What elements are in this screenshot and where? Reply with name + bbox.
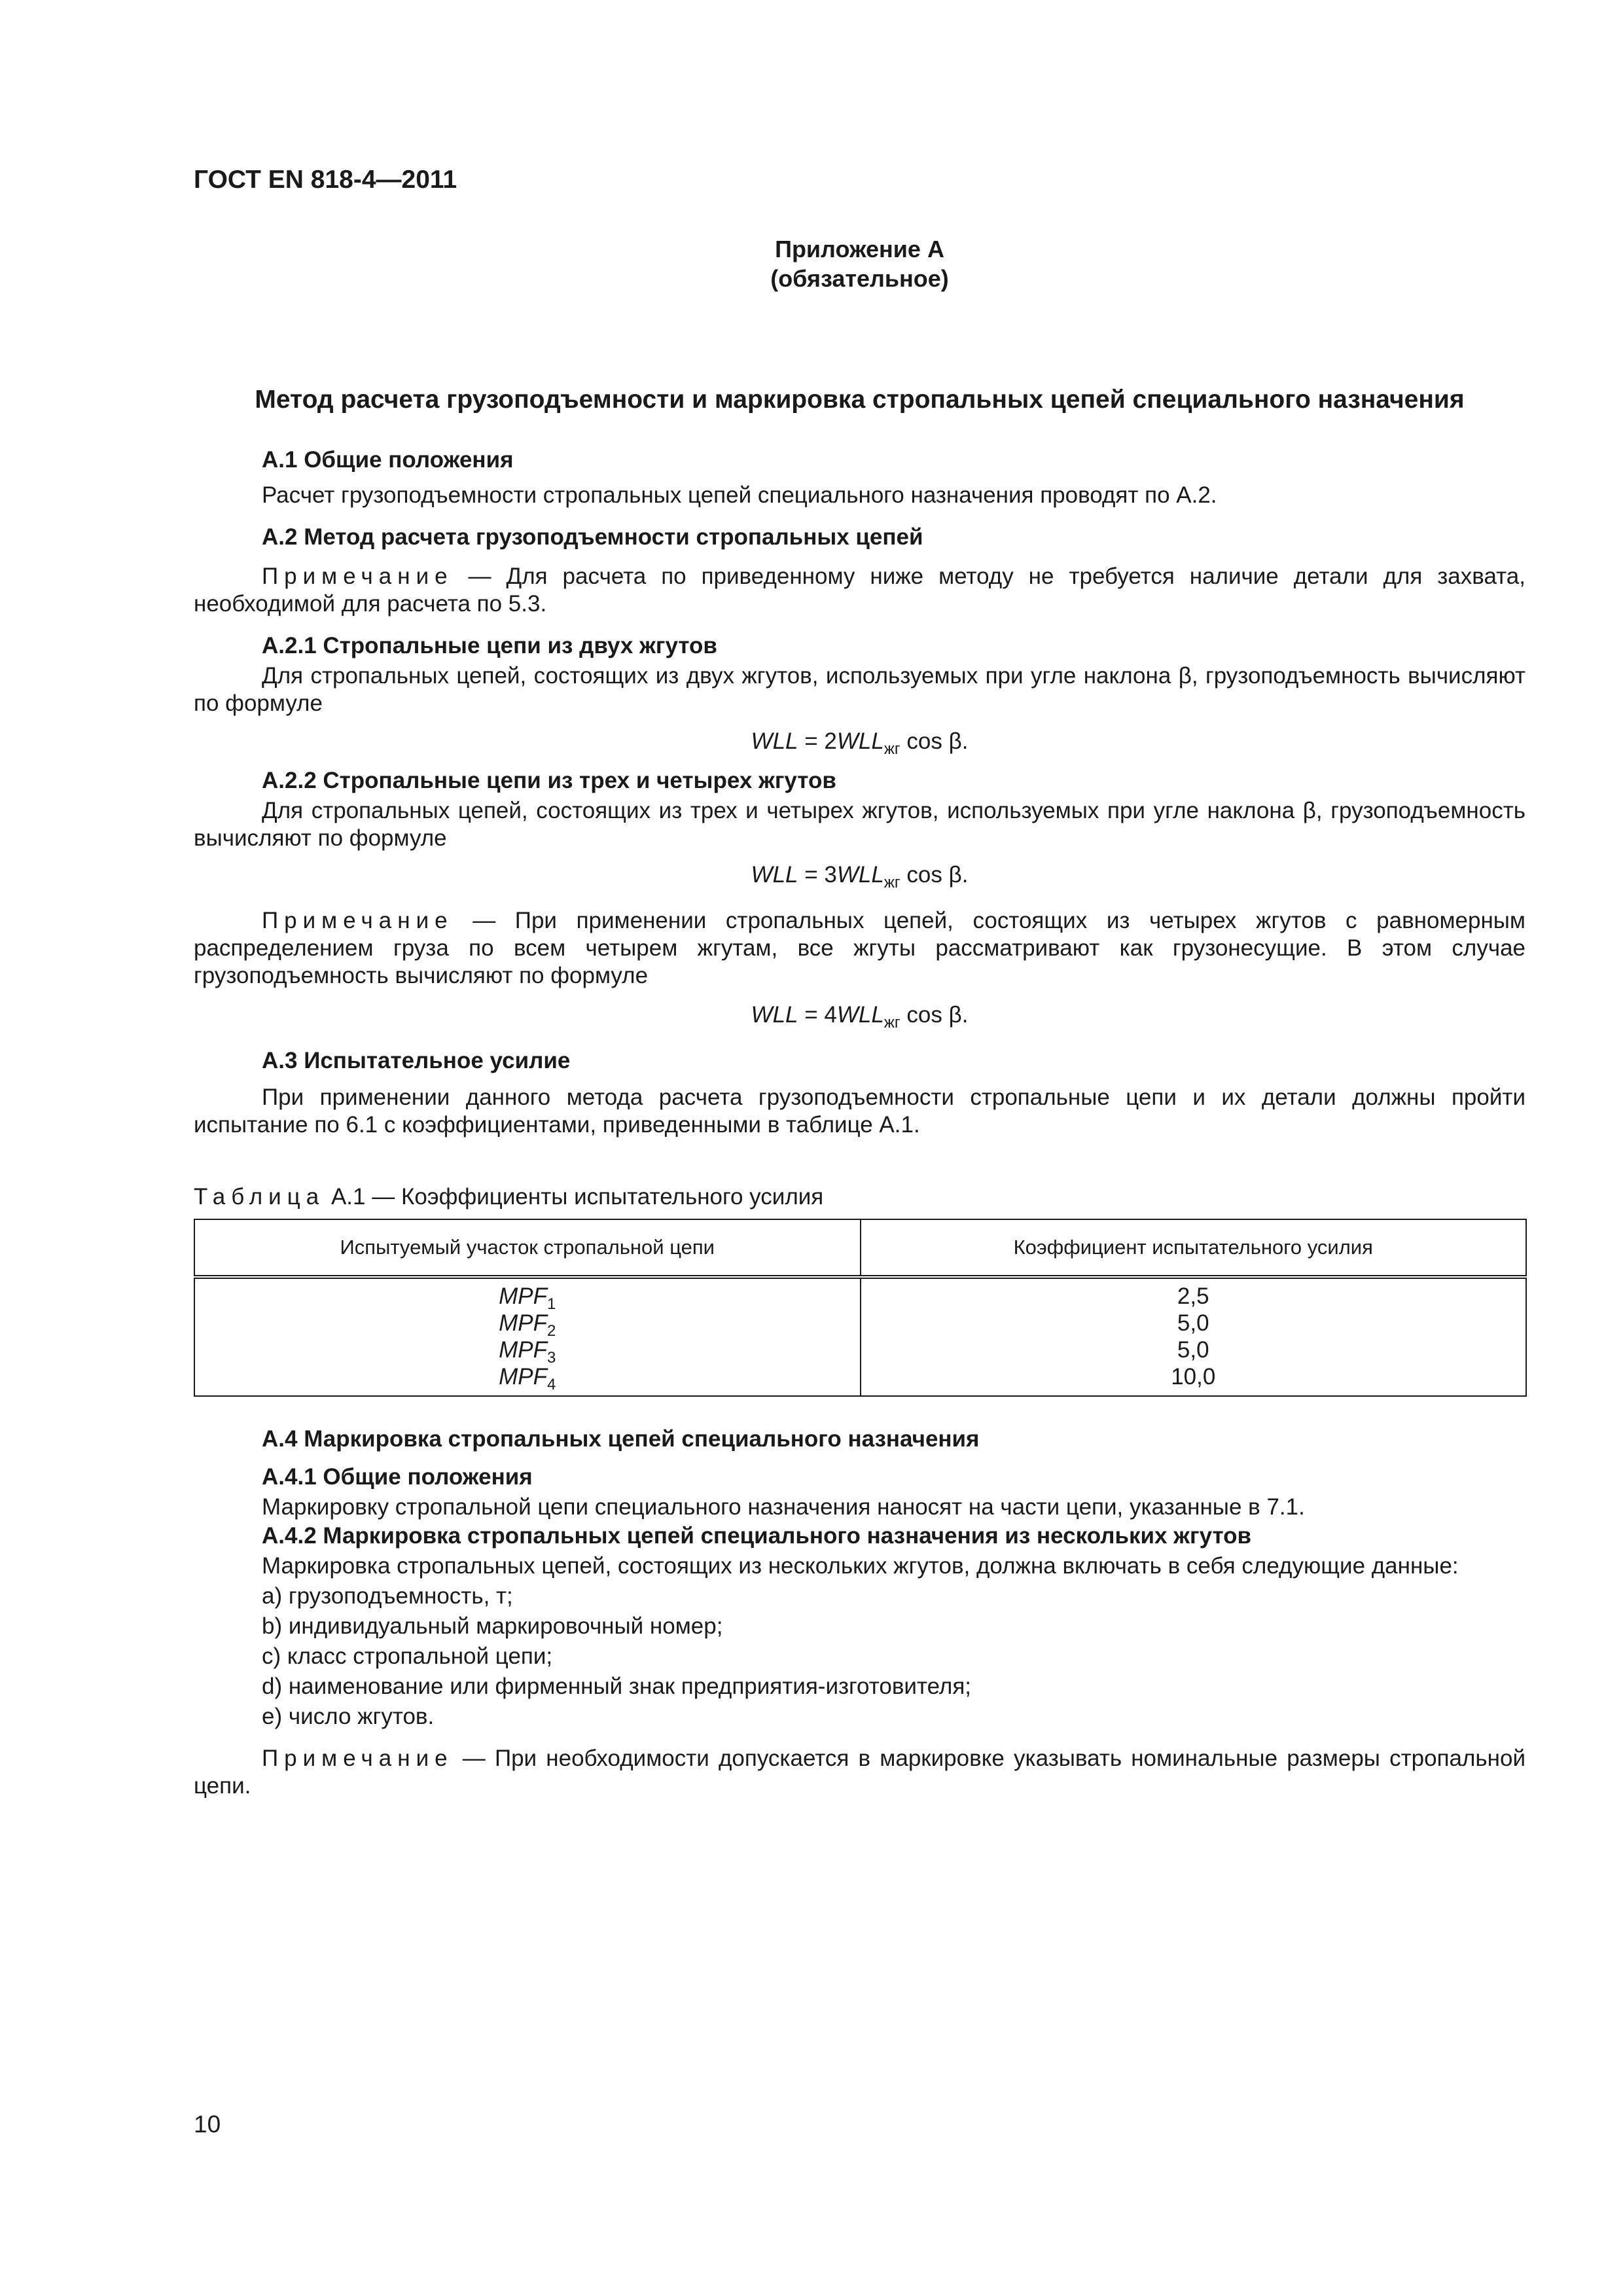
formula-var: WLL [836, 1002, 884, 1028]
formula-var: WLL [836, 728, 884, 754]
table-row-name: $MPF_4$ [499, 1364, 556, 1393]
annex-title: Приложение А [775, 236, 944, 262]
section-a3-heading: А.3 Испытательное усилие [262, 1048, 571, 1073]
section-a42-text: Маркировка стропальных цепей, состоящих из нескольких жгутов, должна включать в себя следующие данные: [262, 1553, 1459, 1579]
formula-tail: cos β. [900, 728, 969, 754]
section-a41-heading: А.4.1 Общие положения [262, 1464, 533, 1490]
coefficient-values-cell [861, 1277, 1527, 1396]
section-a1-heading: А.1 Общие положения [262, 447, 514, 473]
list-item: d) наименование или фирменный знак предприятия-изготовителя; [262, 1674, 972, 1699]
note-text: — При необходимости допускается в маркировке указывать номинальные размеры стропальной цепи. [194, 1746, 1525, 1799]
formula-lhs: WLL [751, 1002, 798, 1028]
list-item: c) класс стропальной цепи; [262, 1643, 553, 1669]
table-row-name: $MPF_2$ [499, 1310, 556, 1340]
table-row-value: 10,0 [1171, 1364, 1216, 1390]
list-item: b) индивидуальный маркировочный номер; [262, 1613, 723, 1639]
section-a41-text: Маркировку стропальной цепи специального назначения наносят на части цепи, указанные в 7.1. [262, 1494, 1305, 1520]
table-row-name: $MPF_1$ [499, 1283, 556, 1313]
table-row-value: 5,0 [1177, 1310, 1209, 1336]
section-a3-text: При применении данного метода расчета грузоподъемности стропальные цепи и их детали должны пройти испытание по 6.1 с коэффициентами, приведенными в таблице А.1. [194, 1085, 1525, 1138]
table-caption [194, 1183, 823, 1211]
formula-sub: жг [883, 874, 901, 891]
section-a2-note [194, 563, 1525, 618]
formula-two-legs [194, 728, 1525, 759]
note-label: Примечание [262, 1746, 454, 1771]
table-header-row [194, 1219, 1526, 1277]
main-title: Метод расчета грузоподъемности и маркировка стропальных цепей специального назначения [255, 386, 1465, 414]
list-item: e) число жгутов. [262, 1704, 435, 1729]
section-names-cell [194, 1277, 861, 1396]
note-label: Примечание [262, 908, 454, 933]
section-a42-heading: А.4.2 Маркировка стропальных цепей специального назначения из нескольких жгутов [262, 1523, 1252, 1549]
formula-tail: cos β. [900, 862, 969, 888]
page-number: 10 [194, 2111, 221, 2138]
formula-eq: = 3 [798, 862, 837, 888]
section-a1-text: Расчет грузоподъемности стропальных цепей специального назначения проводят по А.2. [262, 482, 1217, 508]
table-row-value: 2,5 [1177, 1283, 1209, 1309]
section-a22-text: Для стропальных цепей, состоящих из трех и четырех жгутов, используемых при угле наклона β, грузоподъемность вычисляют по формуле [194, 798, 1525, 851]
section-a22-note [194, 907, 1525, 990]
formula-lhs: WLL [751, 862, 798, 888]
document-id: ГОСТ EN 818-4—2011 [194, 166, 457, 194]
formula-lhs: WLL [751, 728, 798, 754]
section-a42-note [194, 1745, 1525, 1800]
section-a2-heading: А.2 Метод расчета грузоподъемности стропальных цепей [262, 524, 923, 550]
table-caption-text: А.1 — Коэффициенты испытательного усилия [325, 1184, 824, 1210]
formula-var: WLL [836, 862, 884, 888]
section-a4-heading: А.4 Маркировка стропальных цепей специального назначения [262, 1426, 980, 1452]
formula-four-legs [194, 1001, 1525, 1033]
formula-eq: = 2 [798, 728, 837, 754]
formula-sub: жг [883, 740, 901, 758]
note-text: — Для расчета по приведенному ниже методу не требуется наличие детали для захвата, необходимой для расчета по 5.3. [194, 564, 1525, 617]
note-text: — При применении стропальных цепей, состоящих из четырех жгутов с равномерным распределением груза по всем четырем жгутам, все жгуты рассматривают как грузонесущие. В этом случае грузоподъемность вычисляют по формуле [194, 908, 1525, 988]
column-header-coefficient: Коэффициент испытательного усилия [861, 1219, 1527, 1277]
annex-status: (обязательное) [770, 265, 949, 292]
table-body-row [194, 1277, 1526, 1396]
list-item: а) грузоподъемность, т; [262, 1583, 513, 1609]
formula-three-four-legs [194, 861, 1525, 893]
column-header-section: Испытуемый участок стропальной цепи [194, 1219, 861, 1277]
section-a21-heading: А.2.1 Стропальные цепи из двух жгутов [262, 633, 717, 658]
formula-tail: cos β. [900, 1002, 969, 1028]
note-label: Примечание [262, 564, 454, 589]
table-row-value: 5,0 [1177, 1337, 1209, 1363]
coefficients-table [194, 1219, 1527, 1397]
annex-heading [194, 234, 1525, 293]
table-row-name: $MPF_3$ [499, 1337, 556, 1367]
formula-sub: жг [883, 1014, 901, 1031]
section-a22-heading: А.2.2 Стропальные цепи из трех и четырех жгутов [262, 768, 836, 793]
section-a21-text: Для стропальных цепей, состоящих из двух жгутов, используемых при угле наклона β, грузоподъемность вычисляют по формуле [194, 663, 1525, 716]
formula-eq: = 4 [798, 1002, 837, 1028]
table-caption-label: Таблица [194, 1184, 325, 1210]
